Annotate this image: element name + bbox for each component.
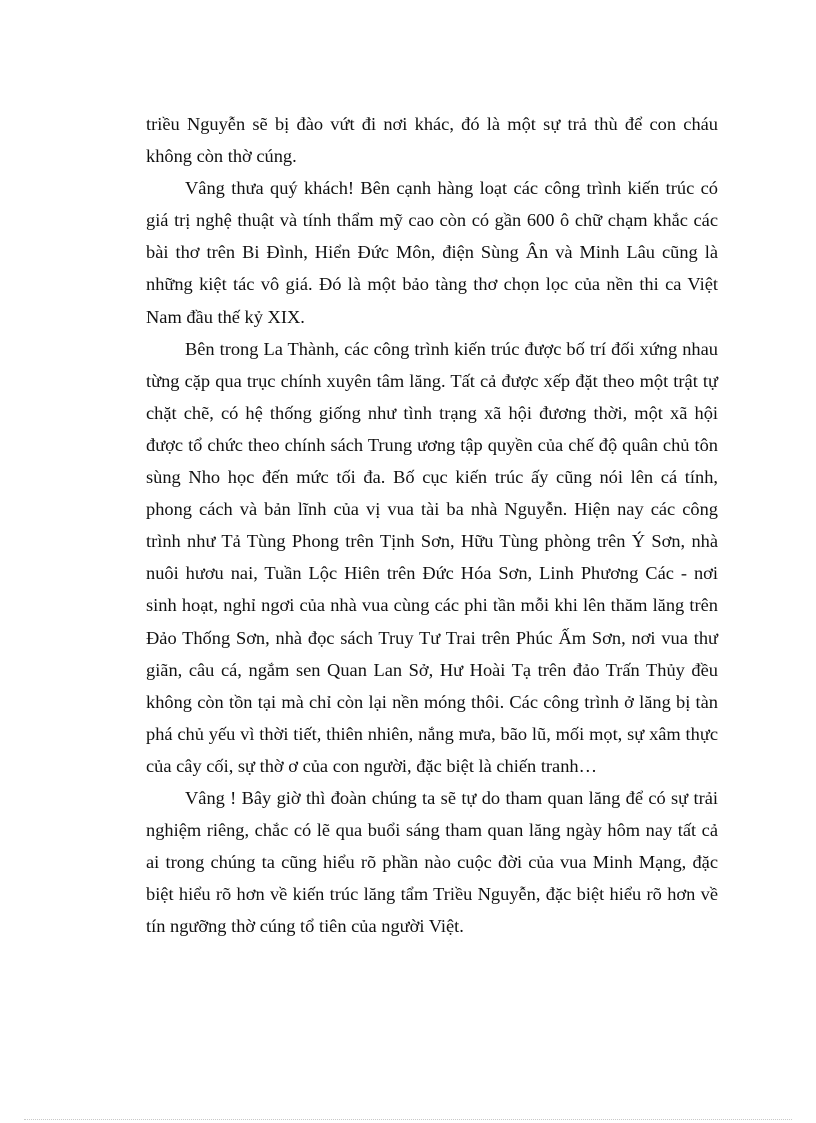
paragraph-free-visit: Vâng ! Bây giờ thì đoàn chúng ta sẽ tự do tham quan lăng để có sự trải nghiệm riêng, chắc có lẽ qua buổi sáng tham quan lăng ngày hôm nay tất cả ai trong chúng ta cũng hiểu rõ phần nào cuộc đời của vua Minh Mạng, đặc biệt hiểu rõ hơn về kiến trúc lăng tẩm Triều Nguyễn, đặc biệt hiểu rõ hơn về tín ngưỡng thờ cúng tổ tiên của người Việt. [146, 787, 718, 937]
paragraph-poetry-inscriptions: Vâng thưa quý khách! Bên cạnh hàng loạt các công trình kiến trúc có giá trị nghệ thuật và tính thẩm mỹ cao còn có gần 600 ô chữ chạm khắc các bài thơ trên Bi Đình, Hiển Đức Môn, điện Sùng Ân và Minh Lâu cũng là những kiệt tác vô giá. Đó là một bảo tàng thơ chọn lọc của nền thi ca Việt Nam đầu thế kỷ XIX. [146, 178, 718, 327]
page-bottom-border [24, 1119, 792, 1120]
paragraph-continuation: triều Nguyễn sẽ bị đào vứt đi nơi khác, đó là một sự trả thù để con cháu không còn thờ cúng. [146, 114, 718, 167]
document-body [146, 108, 718, 942]
paragraph-la-thanh-architecture: Bên trong La Thành, các công trình kiến trúc được bố trí đối xứng nhau từng cặp qua trục chính xuyên tâm lăng. Tất cả được xếp đặt theo một trật tự chặt chẽ, có hệ thống giống như tình trạng xã hội đương thời, một xã hội được tổ chức theo chính sách Trung ương tập quyền của chế độ quân chủ tôn sùng Nho học đến mức tối đa. Bố cục kiến trúc ấy cũng nói lên cá tính, phong cách và bản lĩnh của vị vua tài ba nhà Nguyễn. Hiện nay các công trình như Tả Tùng Phong trên Tịnh Sơn, Hữu Tùng phòng trên Ý Sơn, nhà nuôi hươu nai, Tuần Lộc Hiên trên Đức Hóa Sơn, Linh Phương Các - nơi sinh hoạt, nghỉ ngơi của nhà vua cùng các phi tần mỗi khi lên thăm lăng trên Đảo Thống Sơn, nhà đọc sách Truy Tư Trai trên Phúc Ấm Sơn, nơi vua thư giãn, câu cá, ngắm sen Quan Lan Sở, Hư Hoài Tạ trên đảo Trấn Thủy đều không còn tồn tại mà chỉ còn lại nền móng thôi. Các công trình ở lăng bị tàn phá chủ yếu vì thời tiết, thiên nhiên, nắng mưa, bão lũ, mối mọt, sự xâm thực của cây cối, sự thờ ơ của con người, đặc biệt là chiến tranh… [146, 338, 718, 776]
